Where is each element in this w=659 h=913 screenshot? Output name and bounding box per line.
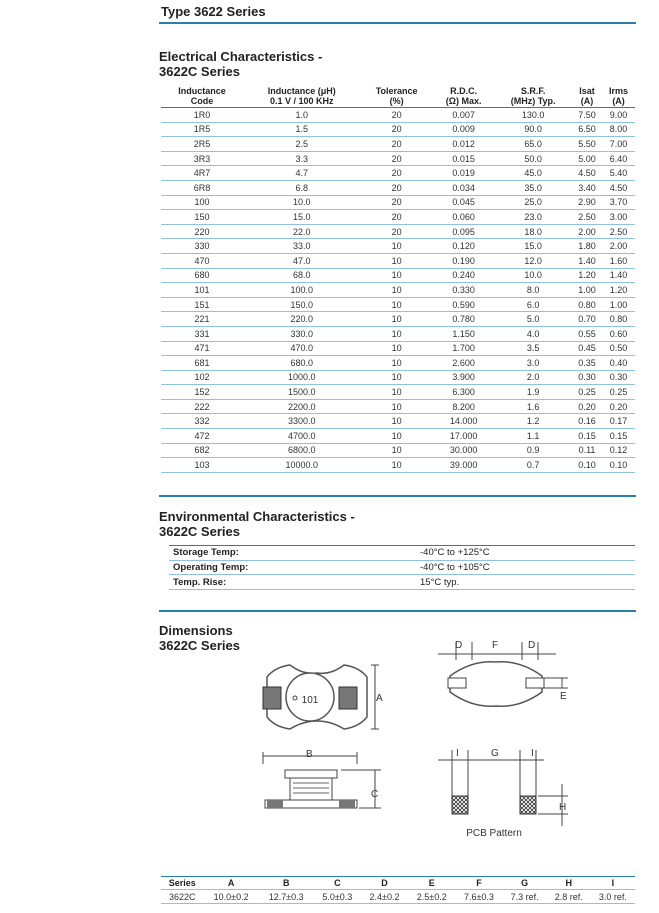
table-cell: 0.30 <box>602 370 635 385</box>
table-cell: 90.0 <box>494 122 571 137</box>
table-cell: 20 <box>361 151 433 166</box>
electrical-header-2: Tolerance (%) <box>375 86 418 106</box>
table-cell: 0.012 <box>433 137 495 152</box>
table-cell: 3.900 <box>433 370 495 385</box>
table-cell: 10 <box>361 268 433 283</box>
table-cell: 2.50 <box>572 210 602 225</box>
table-cell: 682 <box>161 443 243 458</box>
table-cell: 0.019 <box>433 166 495 181</box>
table-cell: 10 <box>361 429 433 444</box>
table-cell: 0.12 <box>602 443 635 458</box>
table-cell: 14.000 <box>433 414 495 429</box>
table-cell: 0.330 <box>433 283 495 298</box>
table-cell: 20 <box>361 224 433 239</box>
table-cell: 1.0 <box>243 108 360 123</box>
table-cell: 0.45 <box>572 341 602 356</box>
electrical-header-5: Isat (A) <box>579 86 595 106</box>
table-cell: 5.00 <box>572 151 602 166</box>
table-row <box>161 370 635 385</box>
table-row <box>161 326 635 341</box>
table-cell: 680.0 <box>243 356 360 371</box>
table-cell: 3622C <box>161 890 204 904</box>
table-cell: 0.15 <box>602 429 635 444</box>
table-cell: 1.6 <box>494 399 571 414</box>
table-cell: 0.10 <box>572 458 602 473</box>
dimensions-header-4: D <box>361 877 408 890</box>
table-cell: 3300.0 <box>243 414 360 429</box>
table-cell: 4.7 <box>243 166 360 181</box>
table-cell: 3.40 <box>572 180 602 195</box>
table-cell: 102 <box>161 370 243 385</box>
table-cell: 6.300 <box>433 385 495 400</box>
table-cell: 150 <box>161 210 243 225</box>
table-cell: 3.0 ref. <box>591 890 635 904</box>
table-row <box>169 546 635 561</box>
table-cell: 0.780 <box>433 312 495 327</box>
table-cell: 4.50 <box>572 166 602 181</box>
table-cell: 0.095 <box>433 224 495 239</box>
table-row <box>161 385 635 400</box>
table-cell: 472 <box>161 429 243 444</box>
table-cell: 0.16 <box>572 414 602 429</box>
table-cell: 45.0 <box>494 166 571 181</box>
table-cell: 3.5 <box>494 341 571 356</box>
table-cell: 1.00 <box>602 297 635 312</box>
table-cell: 471 <box>161 341 243 356</box>
table-cell: 4R7 <box>161 166 243 181</box>
table-cell: 2.8 ref. <box>547 890 591 904</box>
dim-label-f: F <box>492 640 499 651</box>
table-cell: 0.25 <box>602 385 635 400</box>
table-row <box>161 210 635 225</box>
table-cell: 100 <box>161 195 243 210</box>
table-row <box>161 195 635 210</box>
electrical-header-1: Inductance (μH) 0.1 V / 100 KHz <box>267 86 336 106</box>
electrical-header-6: Irms (A) <box>609 86 629 106</box>
table-row <box>161 108 635 123</box>
table-cell: 2.50 <box>602 224 635 239</box>
table-row <box>161 283 635 298</box>
table-cell: 12.7±0.3 <box>259 890 314 904</box>
table-cell: 0.80 <box>572 297 602 312</box>
table-cell: 10.0 <box>494 268 571 283</box>
table-cell: 2.00 <box>602 239 635 254</box>
table-cell: 7.3 ref. <box>503 890 547 904</box>
dimensions-header-5: E <box>408 877 455 890</box>
table-cell: 10 <box>361 414 433 429</box>
electrical-table <box>161 86 635 473</box>
table-cell: 6.50 <box>572 122 602 137</box>
dim-label-d-left: D <box>455 640 463 651</box>
dim-label-i-left: I <box>456 748 459 759</box>
dim-label-e: E <box>560 691 567 702</box>
inductor-side-view-drawing <box>255 748 395 818</box>
inductor-top-view-drawing <box>255 655 385 745</box>
table-cell: 23.0 <box>494 210 571 225</box>
table-cell: 0.240 <box>433 268 495 283</box>
table-cell: 3.0 <box>494 356 571 371</box>
env-label: Temp. Rise: <box>169 575 416 590</box>
table-cell: 0.80 <box>602 312 635 327</box>
table-cell: 1.20 <box>572 268 602 283</box>
dim-label-c: C <box>371 789 379 800</box>
table-cell: 0.55 <box>572 326 602 341</box>
env-value: 15°C typ. <box>416 575 635 590</box>
pcb-pattern-caption: PCB Pattern <box>466 828 522 839</box>
dim-label-b: B <box>306 749 313 760</box>
table-cell: 1.9 <box>494 385 571 400</box>
table-row <box>161 458 635 473</box>
dimensions-header-0: Series <box>161 877 204 890</box>
pcb-pad-left <box>452 796 468 814</box>
table-cell: 681 <box>161 356 243 371</box>
table-cell: 20 <box>361 108 433 123</box>
table-cell: 15.0 <box>243 210 360 225</box>
pcb-pattern-drawing <box>432 746 577 846</box>
table-row <box>161 356 635 371</box>
table-cell: 1.2 <box>494 414 571 429</box>
dim-label-h: H <box>559 802 567 813</box>
environmental-table <box>169 545 635 590</box>
dim-label-i-right: I <box>531 748 534 759</box>
table-cell: 1500.0 <box>243 385 360 400</box>
electrical-header-3: R.D.C. (Ω) Max. <box>445 86 482 106</box>
table-cell: 6.0 <box>494 297 571 312</box>
dimensions-header-3: C <box>314 877 361 890</box>
table-cell: 22.0 <box>243 224 360 239</box>
table-cell: 2.90 <box>572 195 602 210</box>
env-label: Storage Temp: <box>169 546 416 561</box>
table-row <box>161 166 635 181</box>
environmental-end-rule <box>159 610 636 612</box>
table-cell: 10 <box>361 385 433 400</box>
table-cell: 1.1 <box>494 429 571 444</box>
electrical-end-rule <box>159 495 636 497</box>
table-cell: 1.60 <box>602 253 635 268</box>
env-value: -40°C to +125°C <box>416 546 635 561</box>
table-cell: 0.034 <box>433 180 495 195</box>
table-cell: 8.200 <box>433 399 495 414</box>
table-cell: 103 <box>161 458 243 473</box>
table-cell: 0.35 <box>572 356 602 371</box>
dim-label-a: A <box>376 693 383 704</box>
table-cell: 8.00 <box>602 122 635 137</box>
table-cell: 151 <box>161 297 243 312</box>
table-cell: 0.50 <box>602 341 635 356</box>
dimensions-header-6: F <box>455 877 502 890</box>
right-winding-pad <box>339 687 357 709</box>
table-cell: 2.5 <box>243 137 360 152</box>
inductor-bottom-view-drawing <box>432 636 577 731</box>
table-cell: 1.5 <box>243 122 360 137</box>
table-cell: 20 <box>361 166 433 181</box>
table-cell: 10 <box>361 312 433 327</box>
table-cell: 39.000 <box>433 458 495 473</box>
table-cell: 0.7 <box>494 458 571 473</box>
table-cell: 2200.0 <box>243 399 360 414</box>
table-cell: 20 <box>361 210 433 225</box>
table-row <box>161 122 635 137</box>
table-cell: 1.00 <box>572 283 602 298</box>
table-cell: 5.0±0.3 <box>314 890 361 904</box>
left-winding-pad <box>263 687 281 709</box>
table-cell: 1.80 <box>572 239 602 254</box>
table-cell: 35.0 <box>494 180 571 195</box>
electrical-header-4: S.R.F. (MHz) Typ. <box>510 86 556 106</box>
dim-label-d-right: D <box>528 640 536 651</box>
pcb-pad-right <box>520 796 536 814</box>
environmental-section-title: Environmental Characteristics - 3622C Series <box>159 509 355 539</box>
table-cell: 10.0±0.2 <box>204 890 259 904</box>
table-cell: 6.40 <box>602 151 635 166</box>
page-title: Type 3622 Series <box>161 4 266 19</box>
table-cell: 1.20 <box>602 283 635 298</box>
table-cell: 10 <box>361 326 433 341</box>
table-cell: 6.8 <box>243 180 360 195</box>
table-cell: 10 <box>361 253 433 268</box>
table-row <box>161 312 635 327</box>
table-row <box>161 239 635 254</box>
table-cell: 1000.0 <box>243 370 360 385</box>
table-cell: 17.000 <box>433 429 495 444</box>
table-row <box>161 268 635 283</box>
table-cell: 0.10 <box>602 458 635 473</box>
table-cell: 68.0 <box>243 268 360 283</box>
dimensions-header-1: A <box>204 877 259 890</box>
table-cell: 12.0 <box>494 253 571 268</box>
table-cell: 1R0 <box>161 108 243 123</box>
table-cell: 10.0 <box>243 195 360 210</box>
table-cell: 2.00 <box>572 224 602 239</box>
table-cell: 0.70 <box>572 312 602 327</box>
env-value: -40°C to +105°C <box>416 560 635 575</box>
table-cell: 0.9 <box>494 443 571 458</box>
table-cell: 331 <box>161 326 243 341</box>
table-cell: 100.0 <box>243 283 360 298</box>
table-cell: 5.40 <box>602 166 635 181</box>
table-cell: 0.25 <box>572 385 602 400</box>
table-cell: 0.20 <box>572 399 602 414</box>
table-row <box>161 429 635 444</box>
table-cell: 3R3 <box>161 151 243 166</box>
table-cell: 33.0 <box>243 239 360 254</box>
table-cell: 0.007 <box>433 108 495 123</box>
table-row <box>161 224 635 239</box>
table-cell: 3.00 <box>602 210 635 225</box>
dimensions-header-7: G <box>503 877 547 890</box>
table-cell: 221 <box>161 312 243 327</box>
table-cell: 332 <box>161 414 243 429</box>
table-cell: 10 <box>361 297 433 312</box>
table-cell: 680 <box>161 268 243 283</box>
dimensions-header-9: I <box>591 877 635 890</box>
table-cell: 1.40 <box>602 268 635 283</box>
electrical-header-0: Inductance Code <box>178 86 226 106</box>
table-cell: 9.00 <box>602 108 635 123</box>
table-cell: 2.600 <box>433 356 495 371</box>
table-cell: 18.0 <box>494 224 571 239</box>
table-cell: 330.0 <box>243 326 360 341</box>
table-cell: 10 <box>361 283 433 298</box>
table-cell: 470.0 <box>243 341 360 356</box>
table-cell: 30.000 <box>433 443 495 458</box>
table-cell: 6R8 <box>161 180 243 195</box>
table-cell: 10 <box>361 458 433 473</box>
table-cell: 0.15 <box>572 429 602 444</box>
table-cell: 20 <box>361 180 433 195</box>
table-cell: 5.50 <box>572 137 602 152</box>
table-cell: 150.0 <box>243 297 360 312</box>
table-cell: 0.060 <box>433 210 495 225</box>
table-cell: 0.20 <box>602 399 635 414</box>
table-cell: 0.045 <box>433 195 495 210</box>
table-row <box>169 575 635 590</box>
title-rule <box>159 22 636 24</box>
table-cell: 10 <box>361 399 433 414</box>
table-row <box>161 151 635 166</box>
table-row <box>161 180 635 195</box>
table-cell: 25.0 <box>494 195 571 210</box>
table-cell: 2.4±0.2 <box>361 890 408 904</box>
dimensions-table <box>161 876 635 904</box>
table-cell: 4700.0 <box>243 429 360 444</box>
table-cell: 0.015 <box>433 151 495 166</box>
table-cell: 15.0 <box>494 239 571 254</box>
table-cell: 7.00 <box>602 137 635 152</box>
table-cell: 330 <box>161 239 243 254</box>
part-marking: 101 <box>301 695 319 706</box>
table-cell: 4.0 <box>494 326 571 341</box>
table-cell: 0.30 <box>572 370 602 385</box>
table-cell: 7.50 <box>572 108 602 123</box>
dimensions-section-title: Dimensions 3622C Series <box>159 623 240 653</box>
table-cell: 4.50 <box>602 180 635 195</box>
table-row <box>169 560 635 575</box>
table-cell: 220 <box>161 224 243 239</box>
table-cell: 2R5 <box>161 137 243 152</box>
table-row <box>161 414 635 429</box>
table-cell: 1.40 <box>572 253 602 268</box>
table-cell: 10 <box>361 239 433 254</box>
table-cell: 222 <box>161 399 243 414</box>
env-label: Operating Temp: <box>169 560 416 575</box>
table-cell: 470 <box>161 253 243 268</box>
dimensions-header-8: H <box>547 877 591 890</box>
table-row <box>161 443 635 458</box>
table-cell: 3.3 <box>243 151 360 166</box>
table-row <box>161 253 635 268</box>
table-cell: 10 <box>361 370 433 385</box>
dimensions-header-2: B <box>259 877 314 890</box>
table-cell: 20 <box>361 137 433 152</box>
table-cell: 1.150 <box>433 326 495 341</box>
table-cell: 0.009 <box>433 122 495 137</box>
table-cell: 5.0 <box>494 312 571 327</box>
table-cell: 152 <box>161 385 243 400</box>
table-cell: 3.70 <box>602 195 635 210</box>
table-cell: 65.0 <box>494 137 571 152</box>
table-cell: 20 <box>361 122 433 137</box>
table-cell: 8.0 <box>494 283 571 298</box>
table-cell: 2.5±0.2 <box>408 890 455 904</box>
table-cell: 1.700 <box>433 341 495 356</box>
table-cell: 0.60 <box>602 326 635 341</box>
table-cell: 0.40 <box>602 356 635 371</box>
table-cell: 1R5 <box>161 122 243 137</box>
table-cell: 0.190 <box>433 253 495 268</box>
table-cell: 130.0 <box>494 108 571 123</box>
table-cell: 0.11 <box>572 443 602 458</box>
table-cell: 47.0 <box>243 253 360 268</box>
table-cell: 2.0 <box>494 370 571 385</box>
table-cell: 6800.0 <box>243 443 360 458</box>
table-row <box>161 137 635 152</box>
table-row <box>161 297 635 312</box>
table-cell: 101 <box>161 283 243 298</box>
table-cell: 7.6±0.3 <box>455 890 502 904</box>
dim-label-g: G <box>491 748 499 759</box>
table-cell: 20 <box>361 195 433 210</box>
table-row <box>161 341 635 356</box>
table-cell: 10000.0 <box>243 458 360 473</box>
table-cell: 10 <box>361 356 433 371</box>
table-cell: 10 <box>361 341 433 356</box>
table-cell: 0.590 <box>433 297 495 312</box>
table-row <box>161 399 635 414</box>
table-cell: 220.0 <box>243 312 360 327</box>
electrical-section-title: Electrical Characteristics - 3622C Series <box>159 49 323 79</box>
table-cell: 50.0 <box>494 151 571 166</box>
table-cell: 0.17 <box>602 414 635 429</box>
table-cell: 0.120 <box>433 239 495 254</box>
table-cell: 10 <box>361 443 433 458</box>
